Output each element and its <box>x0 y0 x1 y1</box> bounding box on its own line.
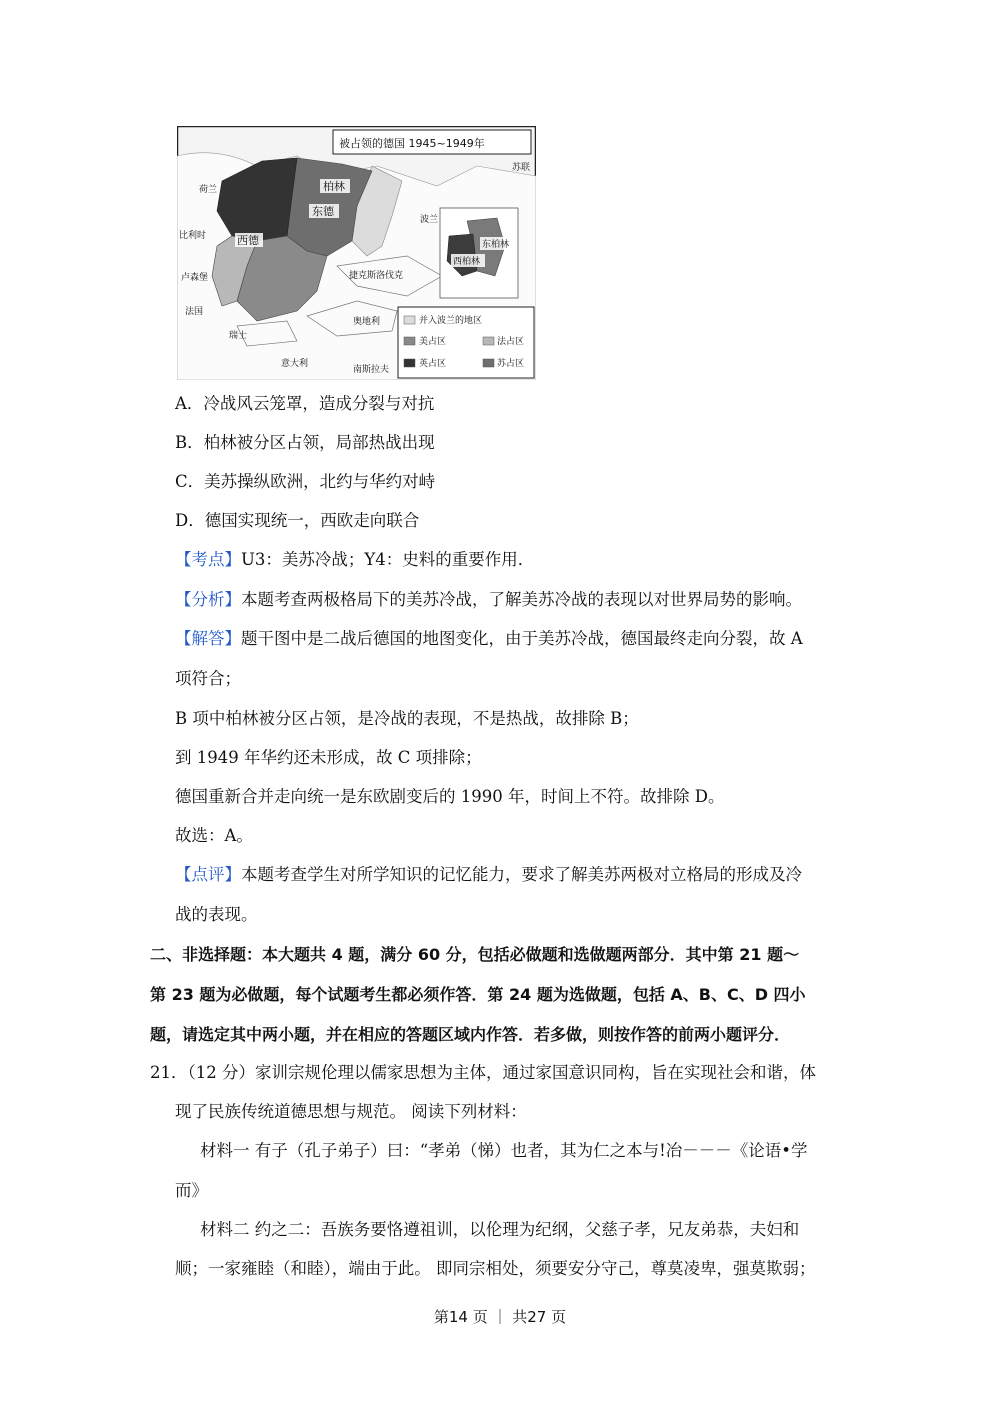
label-lusenbao: 卢森堡 <box>181 273 209 283</box>
jieda-line-6: 故选：A。 <box>175 826 253 845</box>
legend-su: 苏占区 <box>497 359 525 369</box>
label-ruishi: 瑞士 <box>229 331 248 341</box>
occupied-germany-map <box>177 126 536 380</box>
option-c: C．美苏操纵欧洲，北约与华约对峙 <box>175 472 436 491</box>
label-dongde: 东德 <box>312 205 334 218</box>
page-footer: 第14 页 ｜ 共27 页 <box>433 1308 567 1326</box>
jieda-tag: 【解答】 <box>175 629 241 648</box>
material2-line-2: 顺；一家雍睦（和睦），端由于此。 即同宗相处，须要安分守己，尊莫凌卑，强莫欺弱； <box>175 1259 816 1278</box>
jieda-line-2: 项符合； <box>175 669 241 688</box>
kaodian-text: U3：美苏冷战；Y4：史料的重要作用． <box>241 550 535 569</box>
option-d: D．德国实现统一，西欧走向联合 <box>175 511 420 530</box>
fenxi-text: 本题考查两极格局下的美苏冷战，了解美苏冷战的表现以对世界局势的影响。 <box>241 590 802 609</box>
legend-merged: 并入波兰的地区 <box>419 316 483 326</box>
legend-fr: 法占区 <box>497 337 525 347</box>
q21-line-1: 21．（12 分）家训宗规伦理以儒家思想为主体，通过家国意识同构，旨在实现社会和谐，体 <box>150 1063 816 1082</box>
dianping-line-2: 战的表现。 <box>175 905 258 924</box>
kaodian-tag: 【考点】 <box>175 550 241 569</box>
label-faguo: 法国 <box>185 307 204 317</box>
label-dongbailin: 东柏林 <box>482 240 510 250</box>
label-yidali: 意大利 <box>281 359 309 369</box>
label-sulian: 苏联 <box>512 163 531 173</box>
q21-line-2: 现了民族传统道德思想与规范。 阅读下列材料： <box>175 1102 527 1121</box>
dianping-line-1 <box>175 865 802 885</box>
section2-line-3: 题，请选定其中两小题，并在相应的答题区域内作答．若多做，则按作答的前两小题评分． <box>150 1025 791 1044</box>
jieda-text-1: 题干图中是二战后德国的地图变化，由于美苏冷战，德国最终走向分裂，故 A <box>241 629 803 648</box>
label-xide: 西德 <box>237 234 259 247</box>
legend-us: 美占区 <box>419 337 447 347</box>
fenxi-line <box>175 590 802 610</box>
kaodian-line <box>175 550 534 570</box>
jieda-line-5: 德国重新合并走向统一是东欧剧变后的 1990 年，时间上不符。故排除 D。 <box>175 787 725 806</box>
material2-line-1: 材料二 约之二：吾族务要恪遵祖训，以伦理为纪纲，父慈子孝，兄友弟恭，夫妇和 <box>200 1220 800 1239</box>
label-aodili: 奥地利 <box>353 317 381 327</box>
label-bilishi: 比利时 <box>179 231 207 241</box>
material1-line-1: 材料一 有子（孔子弟子）曰：“孝弟（悌）也者，其为仁之本与!冶－－－《论语•学 <box>200 1141 808 1160</box>
section2-line-2: 第 23 题为必做题，每个试题考生都必须作答．第 24 题为选做题，包括 A、B、C、D 四小 <box>150 985 806 1004</box>
jieda-line-3: B 项中柏林被分区占领，是冷战的表现，不是热战，故排除 B； <box>175 709 639 728</box>
option-a: A．冷战风云笼罩，造成分裂与对抗 <box>175 394 435 413</box>
dianping-text-1: 本题考查学生对所学知识的记忆能力，要求了解美苏两极对立格局的形成及冷 <box>241 865 802 884</box>
jieda-line-1 <box>175 629 803 649</box>
label-helan: 荷兰 <box>199 185 218 195</box>
label-bolan: 波兰 <box>420 215 439 225</box>
material1-line-2: 而》 <box>175 1181 208 1200</box>
dianping-tag: 【点评】 <box>175 865 241 884</box>
label-jieke: 捷克斯洛伐克 <box>349 271 404 281</box>
legend-uk: 英占区 <box>419 359 447 369</box>
map-title: 被占领的德国 1945~1949年 <box>339 137 485 150</box>
fenxi-tag: 【分析】 <box>175 590 241 609</box>
option-b: B．柏林被分区占领，局部热战出现 <box>175 433 435 452</box>
label-bailin: 柏林 <box>323 180 345 193</box>
jieda-line-4: 到 1949 年华约还未形成，故 C 项排除； <box>175 748 482 767</box>
label-xibailin: 西柏林 <box>453 257 481 267</box>
section2-line-1: 二、非选择题：本大题共 4 题，满分 60 分，包括必做题和选做题两部分．其中第 21 题～ <box>150 945 800 964</box>
label-nansilafu: 南斯拉夫 <box>353 365 390 375</box>
